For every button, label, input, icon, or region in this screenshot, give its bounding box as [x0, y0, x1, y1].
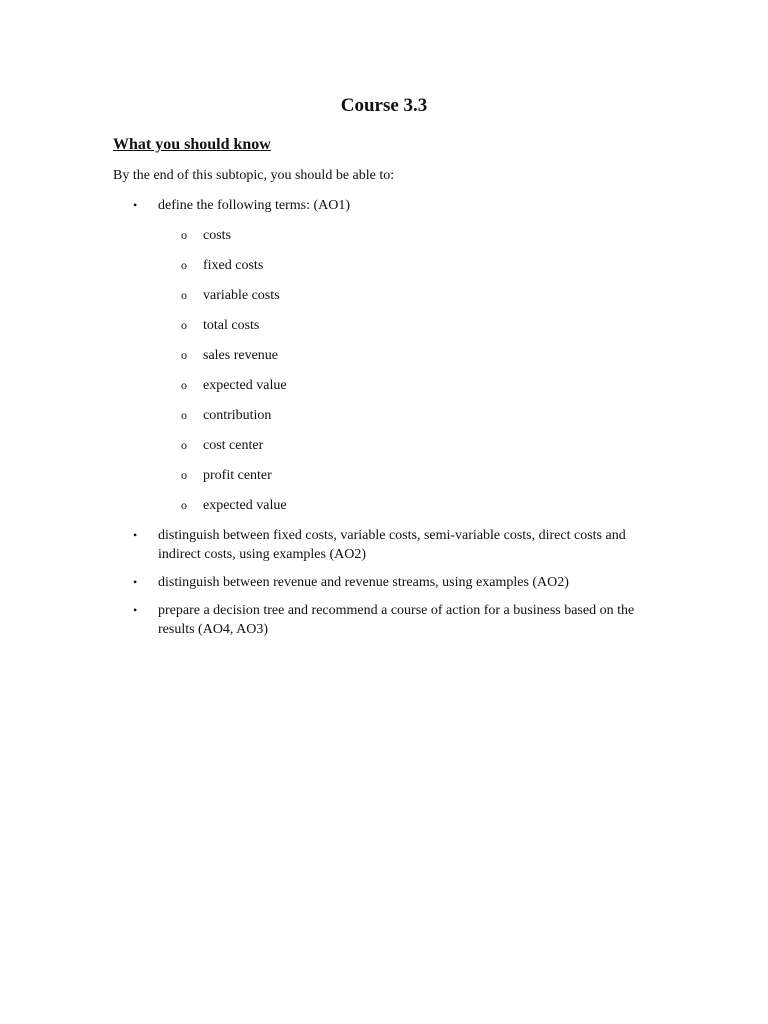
- term-item: [158, 346, 658, 376]
- term-text: contribution: [203, 408, 272, 423]
- objective-text: prepare a decision tree and recommend a course of action for a business based on the results (AO4, AO3): [158, 603, 635, 637]
- bullet-icon: •: [133, 603, 138, 617]
- sub-bullet-icon: o: [181, 318, 187, 332]
- objective-item: [0, 601, 768, 639]
- term-item: [158, 286, 658, 316]
- objective-item: [0, 573, 768, 592]
- objectives-list: [0, 196, 768, 639]
- sub-bullet-icon: o: [181, 348, 187, 362]
- term-text: variable costs: [203, 288, 280, 303]
- sub-bullet-icon: o: [181, 378, 187, 392]
- term-text: fixed costs: [203, 258, 264, 273]
- term-item: [158, 226, 658, 256]
- term-item: [158, 316, 658, 346]
- bullet-icon: •: [133, 528, 138, 542]
- sub-bullet-icon: o: [181, 258, 187, 272]
- term-item: [158, 496, 658, 526]
- objective-text: distinguish between fixed costs, variable costs, semi-variable costs, direct costs and indirect costs, using examples (AO2): [158, 528, 626, 562]
- terms-list: [158, 226, 658, 526]
- objective-text: distinguish between revenue and revenue streams, using examples (AO2): [158, 575, 569, 590]
- sub-bullet-icon: o: [181, 228, 187, 242]
- intro-text: By the end of this subtopic, you should be able to:: [113, 168, 395, 183]
- term-item: [158, 256, 658, 286]
- term-text: sales revenue: [203, 348, 279, 363]
- sub-bullet-icon: o: [181, 408, 187, 422]
- term-text: profit center: [203, 468, 272, 483]
- sub-bullet-icon: o: [181, 288, 187, 302]
- term-item: [158, 436, 658, 466]
- term-text: total costs: [203, 318, 260, 333]
- page-title: Course 3.3: [340, 95, 428, 116]
- term-text: expected value: [203, 498, 287, 513]
- term-item: [158, 376, 658, 406]
- sub-bullet-icon: o: [181, 498, 187, 512]
- objective-item: [0, 196, 768, 526]
- objective-item: [0, 526, 768, 564]
- objective-text: define the following terms: (AO1): [158, 198, 351, 213]
- sub-bullet-icon: o: [181, 468, 187, 482]
- sub-bullet-icon: o: [181, 438, 187, 452]
- section-heading: What you should know: [113, 136, 271, 153]
- term-text: expected value: [203, 378, 287, 393]
- term-item: [158, 466, 658, 496]
- bullet-icon: •: [133, 198, 138, 212]
- term-item: [158, 406, 658, 436]
- term-text: costs: [203, 228, 231, 243]
- term-text: cost center: [203, 438, 264, 453]
- bullet-icon: •: [133, 575, 138, 589]
